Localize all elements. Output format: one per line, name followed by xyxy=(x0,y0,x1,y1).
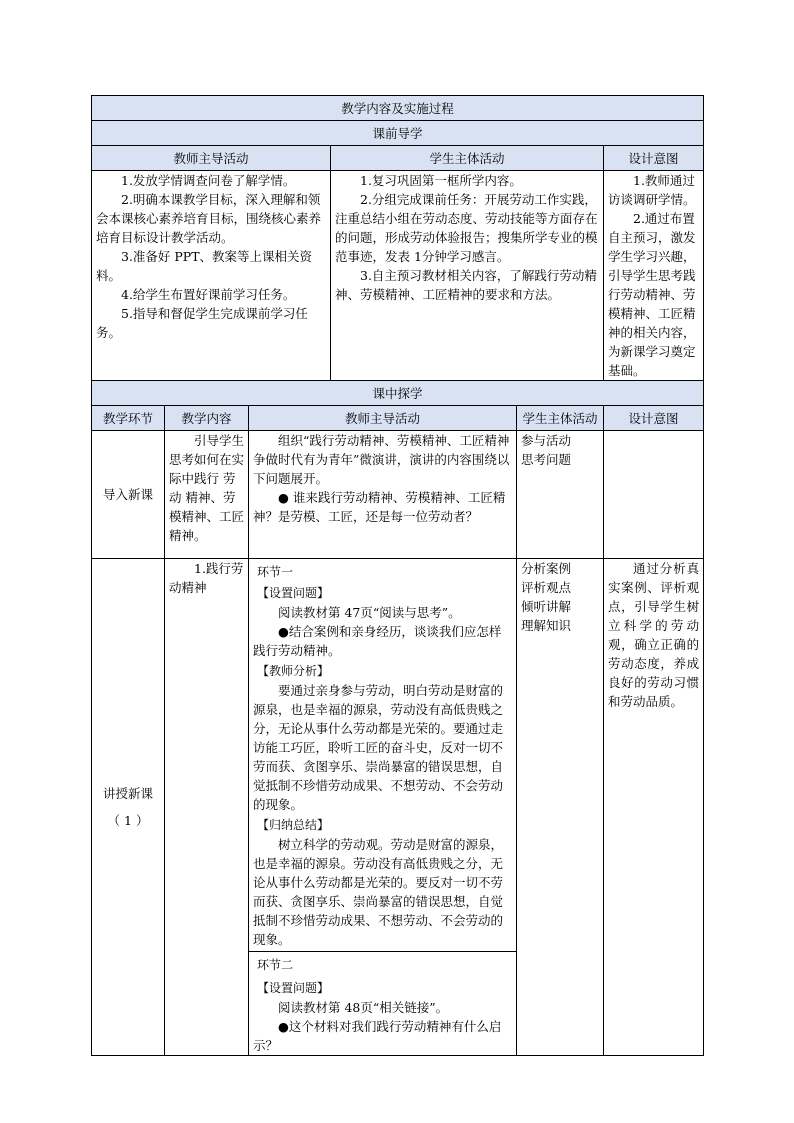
link1-analysis-tag: 【教师分析】 xyxy=(257,664,330,678)
lesson1-teacher-cell xyxy=(249,559,517,1056)
pre-intent-cell xyxy=(604,171,704,381)
link1-summary-tag: 【归纳总结】 xyxy=(257,818,330,832)
pre-teacher-item: 3.准备好 PPT、教案等上课相关资料。 xyxy=(96,249,313,283)
link2-question-text: ●这个材料对我们践行劳动精神有什么启示？ xyxy=(253,1019,502,1053)
header-stage: 教学环节 xyxy=(92,406,165,431)
intro-content-cell xyxy=(165,431,249,559)
lesson1-intent-cell xyxy=(604,559,704,1056)
intro-teacher-item: 组织“践行劳动精神、劳模精神、工匠精神 争做时代有为青年”微演讲，演讲的内容围绕以下问题展开。 xyxy=(253,433,510,486)
lesson1-intent: 通过分析真实案例、评析观点，引导学生树立科学的劳动观，确立正确的劳动态度，养成良好的劳动习惯和劳动品质。 xyxy=(608,561,700,709)
link2-box xyxy=(253,952,512,1055)
pre-student-item: 1.复习巩固第一框所学内容。 xyxy=(360,173,522,188)
header-teacher: 教师主导活动 xyxy=(92,146,331,171)
link1-summary-text: 树立科学的劳动观。劳动是财富的源泉，也是幸福的源泉。劳动没有高低贵贱之分，无论从事什么劳动都是光荣的。要反对一切不劳而获、贪图享乐、崇尚暴富的错误思想，自觉抵制不珍惜劳动成果、不想劳动、不会劳动的现象。 xyxy=(253,837,504,947)
lesson1-student-item: 理解知识 xyxy=(521,618,572,633)
link1-question-tag: 【设置问题】 xyxy=(257,586,330,600)
lesson1-student-item: 分析案例 xyxy=(521,561,572,576)
lesson1-student-item: 倾听讲解 xyxy=(521,599,572,614)
section-pre-class: 课前导学 xyxy=(92,121,704,146)
pre-teacher-item: 5.指导和督促学生完成课前学习任务。 xyxy=(96,306,308,340)
lesson1-stage-cell xyxy=(92,559,165,1056)
table-title: 教学内容及实施过程 xyxy=(92,96,704,121)
link1-title: 环节一 xyxy=(257,565,294,579)
pre-teacher-cell xyxy=(92,171,331,381)
intro-stage: 导入新课 xyxy=(92,431,165,559)
intro-student-cell xyxy=(517,431,604,559)
link1-analysis-text: 要通过亲身参与劳动，明白劳动是财富的源泉，也是幸福的源泉，劳动没有高低贵贱之分，无论从事什么劳动都是光荣的。要通过走访能工巧匠，聆听工匠的奋斗史，反对一切不劳而获、贪图享乐、崇尚暴富的错误思想，自觉抵制不珍惜劳动成果、不想劳动、不会劳动的现象。 xyxy=(253,683,504,812)
link2-title: 环节二 xyxy=(257,958,294,972)
lesson1-student-cell xyxy=(517,559,604,1056)
header-intent: 设计意图 xyxy=(604,146,704,171)
header-student: 学生主体活动 xyxy=(331,146,604,171)
lesson1-content-cell xyxy=(165,559,249,1056)
lesson-table xyxy=(91,95,704,1056)
link1-question-text: ●结合案例和亲身经历，谈谈我们应怎样践行劳动精神。 xyxy=(253,624,502,658)
link1-box xyxy=(249,563,516,952)
pre-teacher-item: 4.给学生布置好课前学习任务。 xyxy=(121,287,296,302)
link1-question-text: 阅读教材第 47页“阅读与思考”。 xyxy=(278,605,461,620)
header-design-intent: 设计意图 xyxy=(604,406,704,431)
header-teacher-activity: 教师主导活动 xyxy=(249,406,517,431)
intro-student-item: 思考问题 xyxy=(521,452,572,467)
intro-teacher-cell xyxy=(249,431,517,559)
lesson-plan xyxy=(91,95,703,1056)
intro-student-item: 参与活动 xyxy=(521,433,572,448)
pre-teacher-item: 1.发放学情调查问卷了解学情。 xyxy=(121,173,296,188)
lesson1-stage-num: （ 1 ） xyxy=(107,813,149,828)
link2-question-tag: 【设置问题】 xyxy=(257,981,330,995)
pre-teacher-item: 2.明确本课教学目标，深入理解和领会本课核心素养培育目标，围绕核心素养培育目标设计教学活动。 xyxy=(96,192,322,245)
pre-intent-item: 2.通过布置自主预习，激发学生学习兴趣，引导学生思考践行劳动精神、劳模精神、工匠精神的相关内容，为新课学习奠定基础。 xyxy=(608,211,696,378)
intro-teacher-item: ● 谁来践行劳动精神、劳模精神、工匠精神？是劳模、工匠，还是每一位劳动者？ xyxy=(253,490,506,524)
section-in-class: 课中探学 xyxy=(92,381,704,406)
header-content: 教学内容 xyxy=(165,406,249,431)
pre-student-item: 3.自主预习教材相关内容，了解践行劳动精神、劳模精神、工匠精神的要求和方法。 xyxy=(335,268,597,302)
intro-content: 引导学生思考如何在实际中践行 劳动 精神、劳模精神、工匠精神。 xyxy=(169,433,245,543)
lesson1-stage: 讲授新课 xyxy=(102,786,153,801)
intro-intent-cell xyxy=(604,431,704,559)
pre-student-cell xyxy=(331,171,604,381)
pre-student-item: 2.分组完成课前任务：开展劳动工作实践，注重总结小组在劳动态度、劳动技能等方面存在的问题，形成劳动体验报告；搜集所学专业的模范事迹，发表 1分钟学习感言。 xyxy=(335,192,598,264)
lesson1-student-item: 评析观点 xyxy=(521,580,572,595)
header-student-activity: 学生主体活动 xyxy=(517,406,604,431)
link2-question-text: 阅读教材第 48页“相关链接”。 xyxy=(278,1000,449,1015)
lesson1-content: 1.践行劳动精神 xyxy=(169,561,244,595)
pre-intent-item: 1.教师通过访谈调研学情。 xyxy=(608,173,696,207)
